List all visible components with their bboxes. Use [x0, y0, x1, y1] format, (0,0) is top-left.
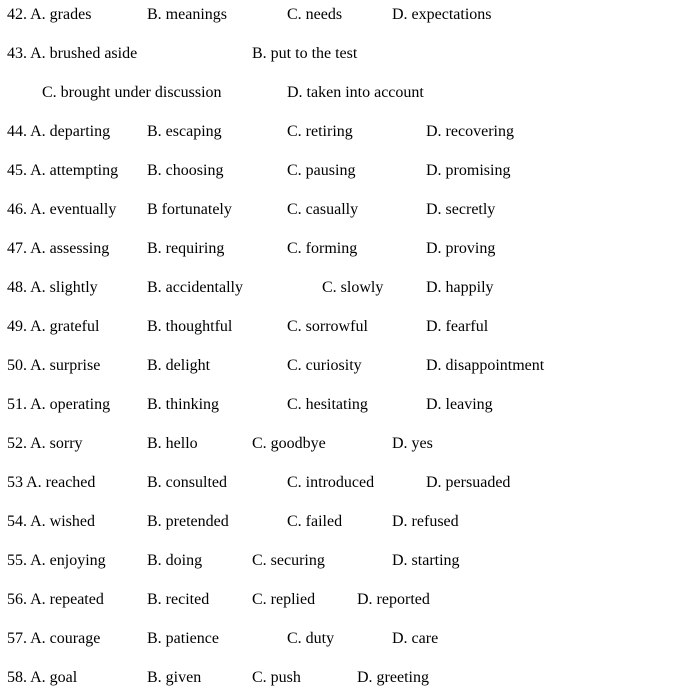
option-c: C. replied [252, 591, 316, 608]
option-b: B. meanings [147, 6, 227, 23]
option-d: D. happily [426, 279, 494, 296]
option-d: D. leaving [426, 396, 493, 413]
option-b: B. delight [147, 357, 211, 374]
option-a: 44. A. departing [7, 123, 111, 140]
option-d: D. disappointment [426, 357, 545, 374]
option-c: C. slowly [322, 279, 384, 296]
question-43-continued [0, 82, 687, 104]
option-c: C. needs [287, 6, 343, 23]
option-d: D. reported [357, 591, 430, 608]
option-b: B. requiring [147, 240, 225, 257]
option-b: B. put to the test [252, 45, 358, 62]
question-49 [0, 316, 687, 338]
option-a: 55. A. enjoying [7, 552, 106, 569]
option-a: 54. A. wished [7, 513, 95, 530]
option-c: C. securing [252, 552, 325, 569]
option-b: B. consulted [147, 474, 227, 491]
option-c: C. curiosity [287, 357, 362, 374]
option-b: B. thoughtful [147, 318, 233, 335]
option-a: 47. A. assessing [7, 240, 110, 257]
question-51 [0, 394, 687, 416]
question-57 [0, 628, 687, 650]
option-a: 48. A. slightly [7, 279, 98, 296]
option-d: D. yes [392, 435, 433, 452]
option-b: B. accidentally [147, 279, 243, 296]
question-46 [0, 199, 687, 221]
option-c: C. retiring [287, 123, 353, 140]
option-c: C. sorrowful [287, 318, 368, 335]
option-d: D. care [392, 630, 439, 647]
option-d: D. persuaded [426, 474, 511, 491]
option-a: 46. A. eventually [7, 201, 117, 218]
option-b: B. doing [147, 552, 203, 569]
option-d: D. refused [392, 513, 459, 530]
option-a: 51. A. operating [7, 396, 111, 413]
question-54 [0, 511, 687, 533]
option-b: B fortunately [147, 201, 232, 218]
option-b: B. given [147, 669, 202, 686]
option-d: D. proving [426, 240, 496, 257]
option-d: D. promising [426, 162, 511, 179]
option-b: B. choosing [147, 162, 224, 179]
option-d: D. taken into account [287, 84, 424, 101]
option-d: D. expectations [392, 6, 492, 23]
question-56 [0, 589, 687, 611]
option-a: 45. A. attempting [7, 162, 119, 179]
option-c: C. failed [287, 513, 343, 530]
option-a: 43. A. brushed aside [7, 45, 138, 62]
question-42 [0, 4, 687, 26]
option-b: B. pretended [147, 513, 229, 530]
option-d: D. recovering [426, 123, 514, 140]
option-d: D. starting [392, 552, 460, 569]
question-55 [0, 550, 687, 572]
option-c: C. forming [287, 240, 358, 257]
option-a: 50. A. surprise [7, 357, 101, 374]
option-a: 56. A. repeated [7, 591, 104, 608]
option-c: C. pausing [287, 162, 356, 179]
option-b: B. escaping [147, 123, 222, 140]
question-47 [0, 238, 687, 260]
question-45 [0, 160, 687, 182]
option-b: B. hello [147, 435, 198, 452]
question-44 [0, 121, 687, 143]
question-53 [0, 472, 687, 494]
option-c: C. casually [287, 201, 359, 218]
option-d: D. fearful [426, 318, 489, 335]
option-c: C. hesitating [287, 396, 368, 413]
option-a: 57. A. courage [7, 630, 101, 647]
option-b: B. recited [147, 591, 210, 608]
question-43 [0, 43, 687, 65]
question-48 [0, 277, 687, 299]
option-c: C. introduced [287, 474, 375, 491]
option-a: 53 A. reached [7, 474, 96, 491]
option-b: B. patience [147, 630, 219, 647]
question-50 [0, 355, 687, 377]
option-c: C. goodbye [252, 435, 326, 452]
option-a: 52. A. sorry [7, 435, 83, 452]
option-a: 42. A. grades [7, 6, 92, 23]
question-52 [0, 433, 687, 455]
option-d: D. greeting [357, 669, 429, 686]
option-a: 49. A. grateful [7, 318, 100, 335]
option-c: C. brought under discussion [42, 84, 222, 101]
option-c: C. duty [287, 630, 335, 647]
option-c: C. push [252, 669, 301, 686]
option-d: D. secretly [426, 201, 496, 218]
option-a: 58. A. goal [7, 669, 78, 686]
question-58 [0, 667, 687, 689]
option-b: B. thinking [147, 396, 220, 413]
